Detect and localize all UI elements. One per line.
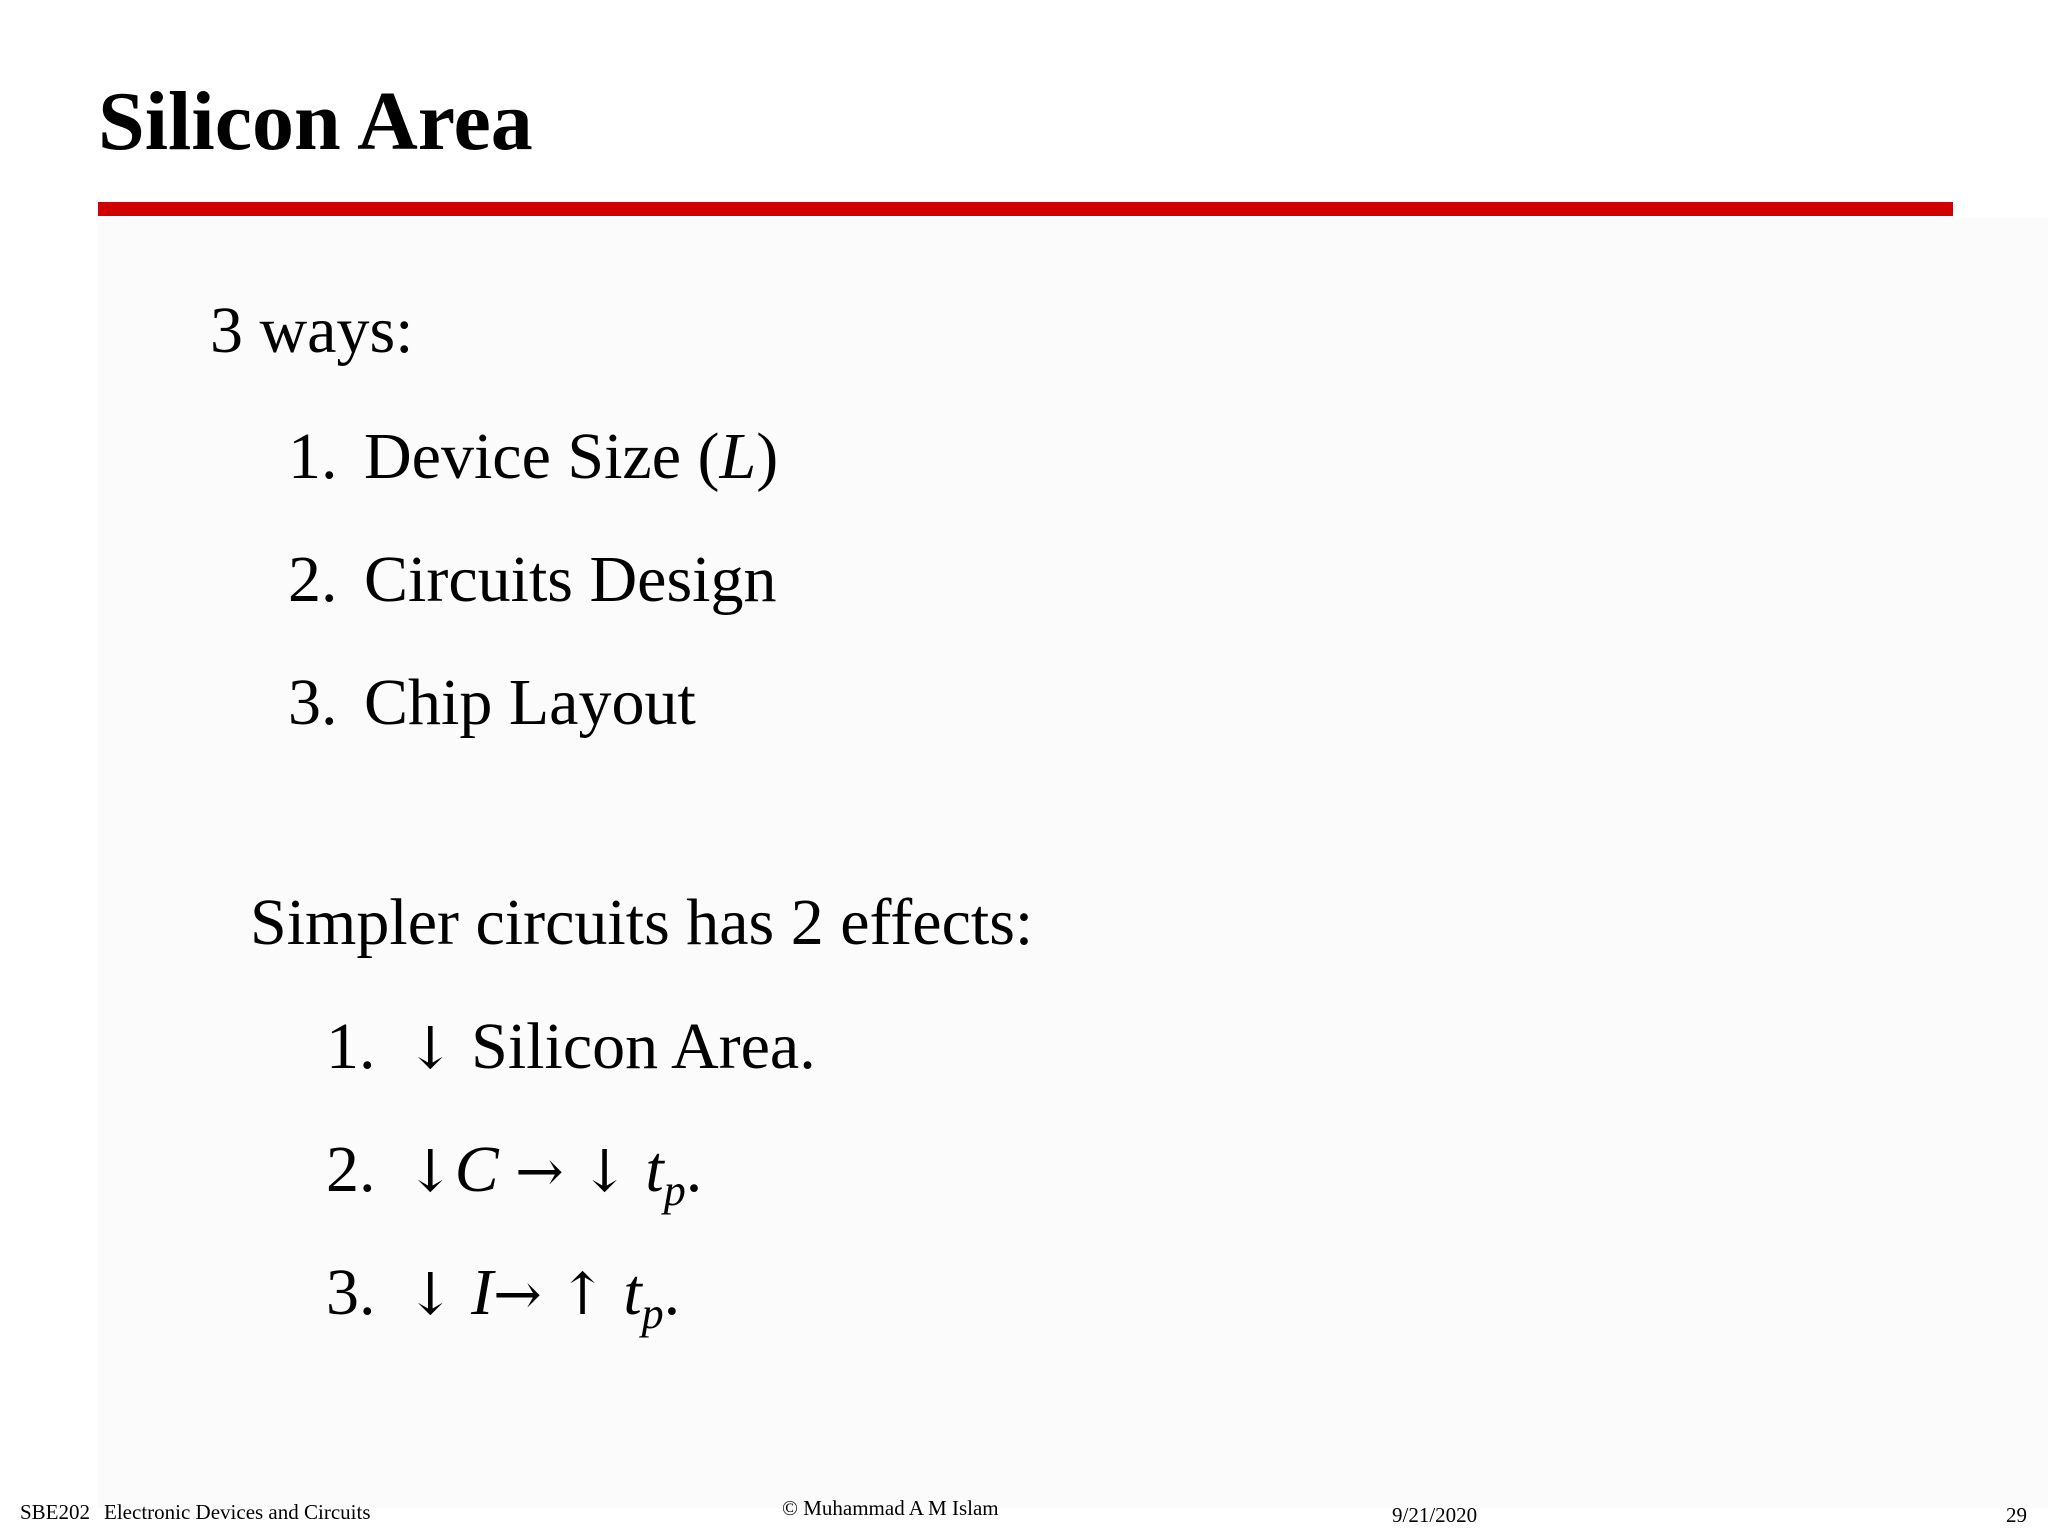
slide-title: Silicon Area <box>98 75 533 168</box>
ways-item <box>288 666 696 739</box>
list-text: Device Size ( <box>364 420 720 493</box>
footer-course <box>20 1502 371 1523</box>
period: . <box>663 1256 681 1329</box>
list-number: 2. <box>326 1133 376 1206</box>
effects-item <box>326 1133 703 1215</box>
variable-i: I <box>471 1256 494 1329</box>
list-number: 3. <box>326 1256 376 1329</box>
subscript-p: p <box>663 1166 686 1215</box>
effects-item <box>326 1010 816 1083</box>
footer-copyright: © Muhammad A M Islam <box>782 1496 999 1520</box>
list-text: Silicon Area. <box>471 1010 816 1083</box>
list-number: 3. <box>288 666 338 739</box>
variable-t: t <box>645 1133 664 1206</box>
effects-heading: Simpler circuits has 2 effects: <box>250 886 1034 959</box>
ways-item <box>288 420 779 493</box>
page-number: 29 <box>2006 1503 2027 1527</box>
up-arrow-icon: ↑ <box>558 1260 607 1328</box>
close-paren: ) <box>756 420 779 493</box>
effects-item <box>326 1256 681 1338</box>
period: . <box>685 1133 703 1206</box>
list-number: 1. <box>288 420 338 493</box>
list-number: 2. <box>288 543 338 616</box>
subscript-p: p <box>641 1289 664 1338</box>
right-arrow-icon: → <box>515 1137 564 1205</box>
down-arrow-icon: ↓ <box>406 1137 455 1205</box>
right-arrow-icon: → <box>493 1260 542 1328</box>
down-arrow-icon: ↓ <box>406 1014 455 1082</box>
title-rule <box>98 202 1953 216</box>
footer-date: 9/21/2020 <box>1392 1503 1478 1527</box>
ways-intro: 3 ways: <box>210 294 414 367</box>
list-text: Circuits Design <box>364 543 777 616</box>
course-name: Electronic Devices and Circuits <box>104 1500 371 1524</box>
variable-c: C <box>454 1133 499 1206</box>
down-arrow-icon: ↓ <box>406 1260 455 1328</box>
down-arrow-icon: ↓ <box>580 1137 629 1205</box>
list-text: Chip Layout <box>364 666 696 739</box>
variable-l: L <box>719 420 757 493</box>
variable-t: t <box>623 1256 642 1329</box>
list-number: 1. <box>326 1010 376 1083</box>
ways-item <box>288 543 777 616</box>
course-code: SBE202 <box>20 1500 91 1524</box>
